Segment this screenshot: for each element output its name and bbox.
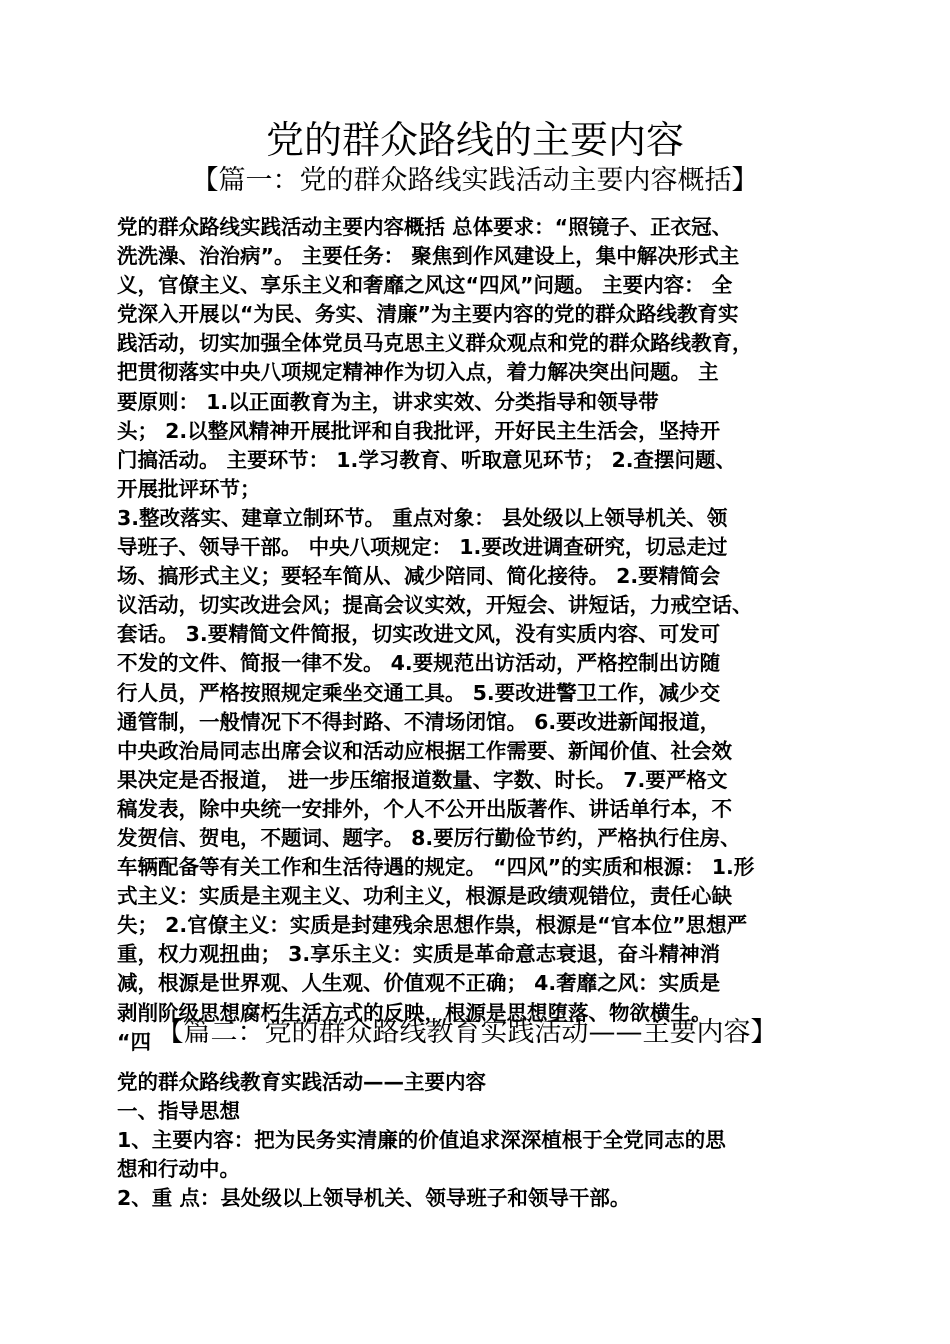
paragraph-line: 义，官僚主义、享乐主义和奢靡之风这“四风”问题。 主要内容： 全 [117,273,733,298]
paragraph-line: 果决定是否报道， 进一步压缩报道数量、字数、时长。 7.要严格文 [117,767,728,792]
paragraph-line: 党的群众路线实践活动主要内容概括 总体要求：“照镜子、正衣冠、 [117,215,733,239]
paragraph-line: 场、搞形式主义；要轻车简从、减少陪同、简化接待。 2.要精简会 [117,564,721,589]
paragraph-line: 党的群众路线教育实践活动——主要内容 [117,1070,486,1094]
document-title: 党的群众路线的主要内容 [265,118,684,162]
paragraph-line: 套话。 3.要精简文件简报，切实改进文风，没有实质内容、可发可 [117,622,721,647]
paragraph-line: “四 [117,1029,151,1054]
paragraph-line: 稿发表，除中央统一安排外，个人不公开出版著作、讲话单行本，不 [117,796,732,821]
paragraph-line: 要原则： 1.以正面教育为主，讲求实效、分类指导和领导带 [117,389,659,414]
paragraph-line: 党深入开展以“为民、务实、清廉”为主要内容的党的群众路线教育实 [117,302,739,327]
paragraph-line: 不发的文件、简报一律不发。 4.要规范出访活动，严格控制出访随 [117,651,721,676]
paragraph-line: 剥削阶级思想腐朽生活方式的反映，根源是思想堕落、物欲横生。 [117,1000,712,1025]
section1-body [117,213,837,1057]
paragraph-line: 1、主要内容：把为民务实清廉的价值追求深深植根于全党同志的思 [117,1128,726,1153]
paragraph-line: 车辆配备等有关工作和生活待遇的规定。 “四风”的实质和根源： 1.形 [117,855,755,880]
paragraph-line: 式主义：实质是主观主义、功利主义，根源是政绩观错位，责任心缺 [117,884,732,909]
paragraph-line: 行人员，严格按照规定乘坐交通工具。 5.要改进警卫工作，减少交 [117,680,721,705]
paragraph-line: 3.整改落实、建章立制环节。 重点对象： 县处级以上领导机关、领 [117,505,728,530]
paragraph-line: 发贺信、贺电，不题词、题字。 8.要厉行勤俭节约，严格执行住房、 [117,825,741,850]
section1-heading: 【篇一：党的群众路线实践活动主要内容概括】 [191,165,759,196]
paragraph-line: 践活动，切实加强全体党员马克思主义群众观点和党的群众路线教育， [117,331,753,356]
paragraph-line: 议活动，切实改进会风；提高会议实效，开短会、讲短话，力戒空话、 [117,593,753,618]
section2-heading: 【篇二：党的群众路线教育实践活动——主要内容】 [156,1017,778,1048]
paragraph-line: 洗洗澡、治治病”。 主要任务： 聚焦到作风建设上，集中解决形式主 [117,244,740,269]
paragraph-line: 头； 2.以整风精神开展批评和自我批评，开好民主生活会，坚持开 [117,418,721,443]
paragraph-line: 重，权力观扭曲； 3.享乐主义：实质是革命意志衰退，奋斗精神消 [117,942,721,967]
paragraph-line: 通管制，一般情况下不得封路、不清场闭馆。 6.要改进新闻报道， [117,709,721,734]
paragraph-line: 2、重 点：县处级以上领导机关、领导班子和领导干部。 [117,1186,631,1211]
paragraph-line: 开展批评环节； [117,476,261,501]
paragraph-line: 把贯彻落实中央八项规定精神作为切入点，着力解决突出问题。 主 [117,360,719,385]
paragraph-line: 一、指导思想 [117,1099,240,1124]
paragraph-line: 门搞活动。 主要环节： 1.学习教育、听取意见环节； 2.查摆问题、 [117,447,737,472]
paragraph-line: 想和行动中。 [117,1157,240,1182]
paragraph-line: 减，根源是世界观、人生观、价值观不正确； 4.奢靡之风：实质是 [117,971,721,996]
paragraph-line: 失； 2.官僚主义：实质是封建残余思想作祟，根源是“官本位”思想严 [117,913,748,938]
paragraph-line: 中央政治局同志出席会议和活动应根据工作需要、新闻价值、社会效 [117,738,732,763]
section2-body [117,1068,837,1213]
paragraph-line: 导班子、领导干部。 中央八项规定： 1.要改进调查研究，切忌走过 [117,535,728,560]
